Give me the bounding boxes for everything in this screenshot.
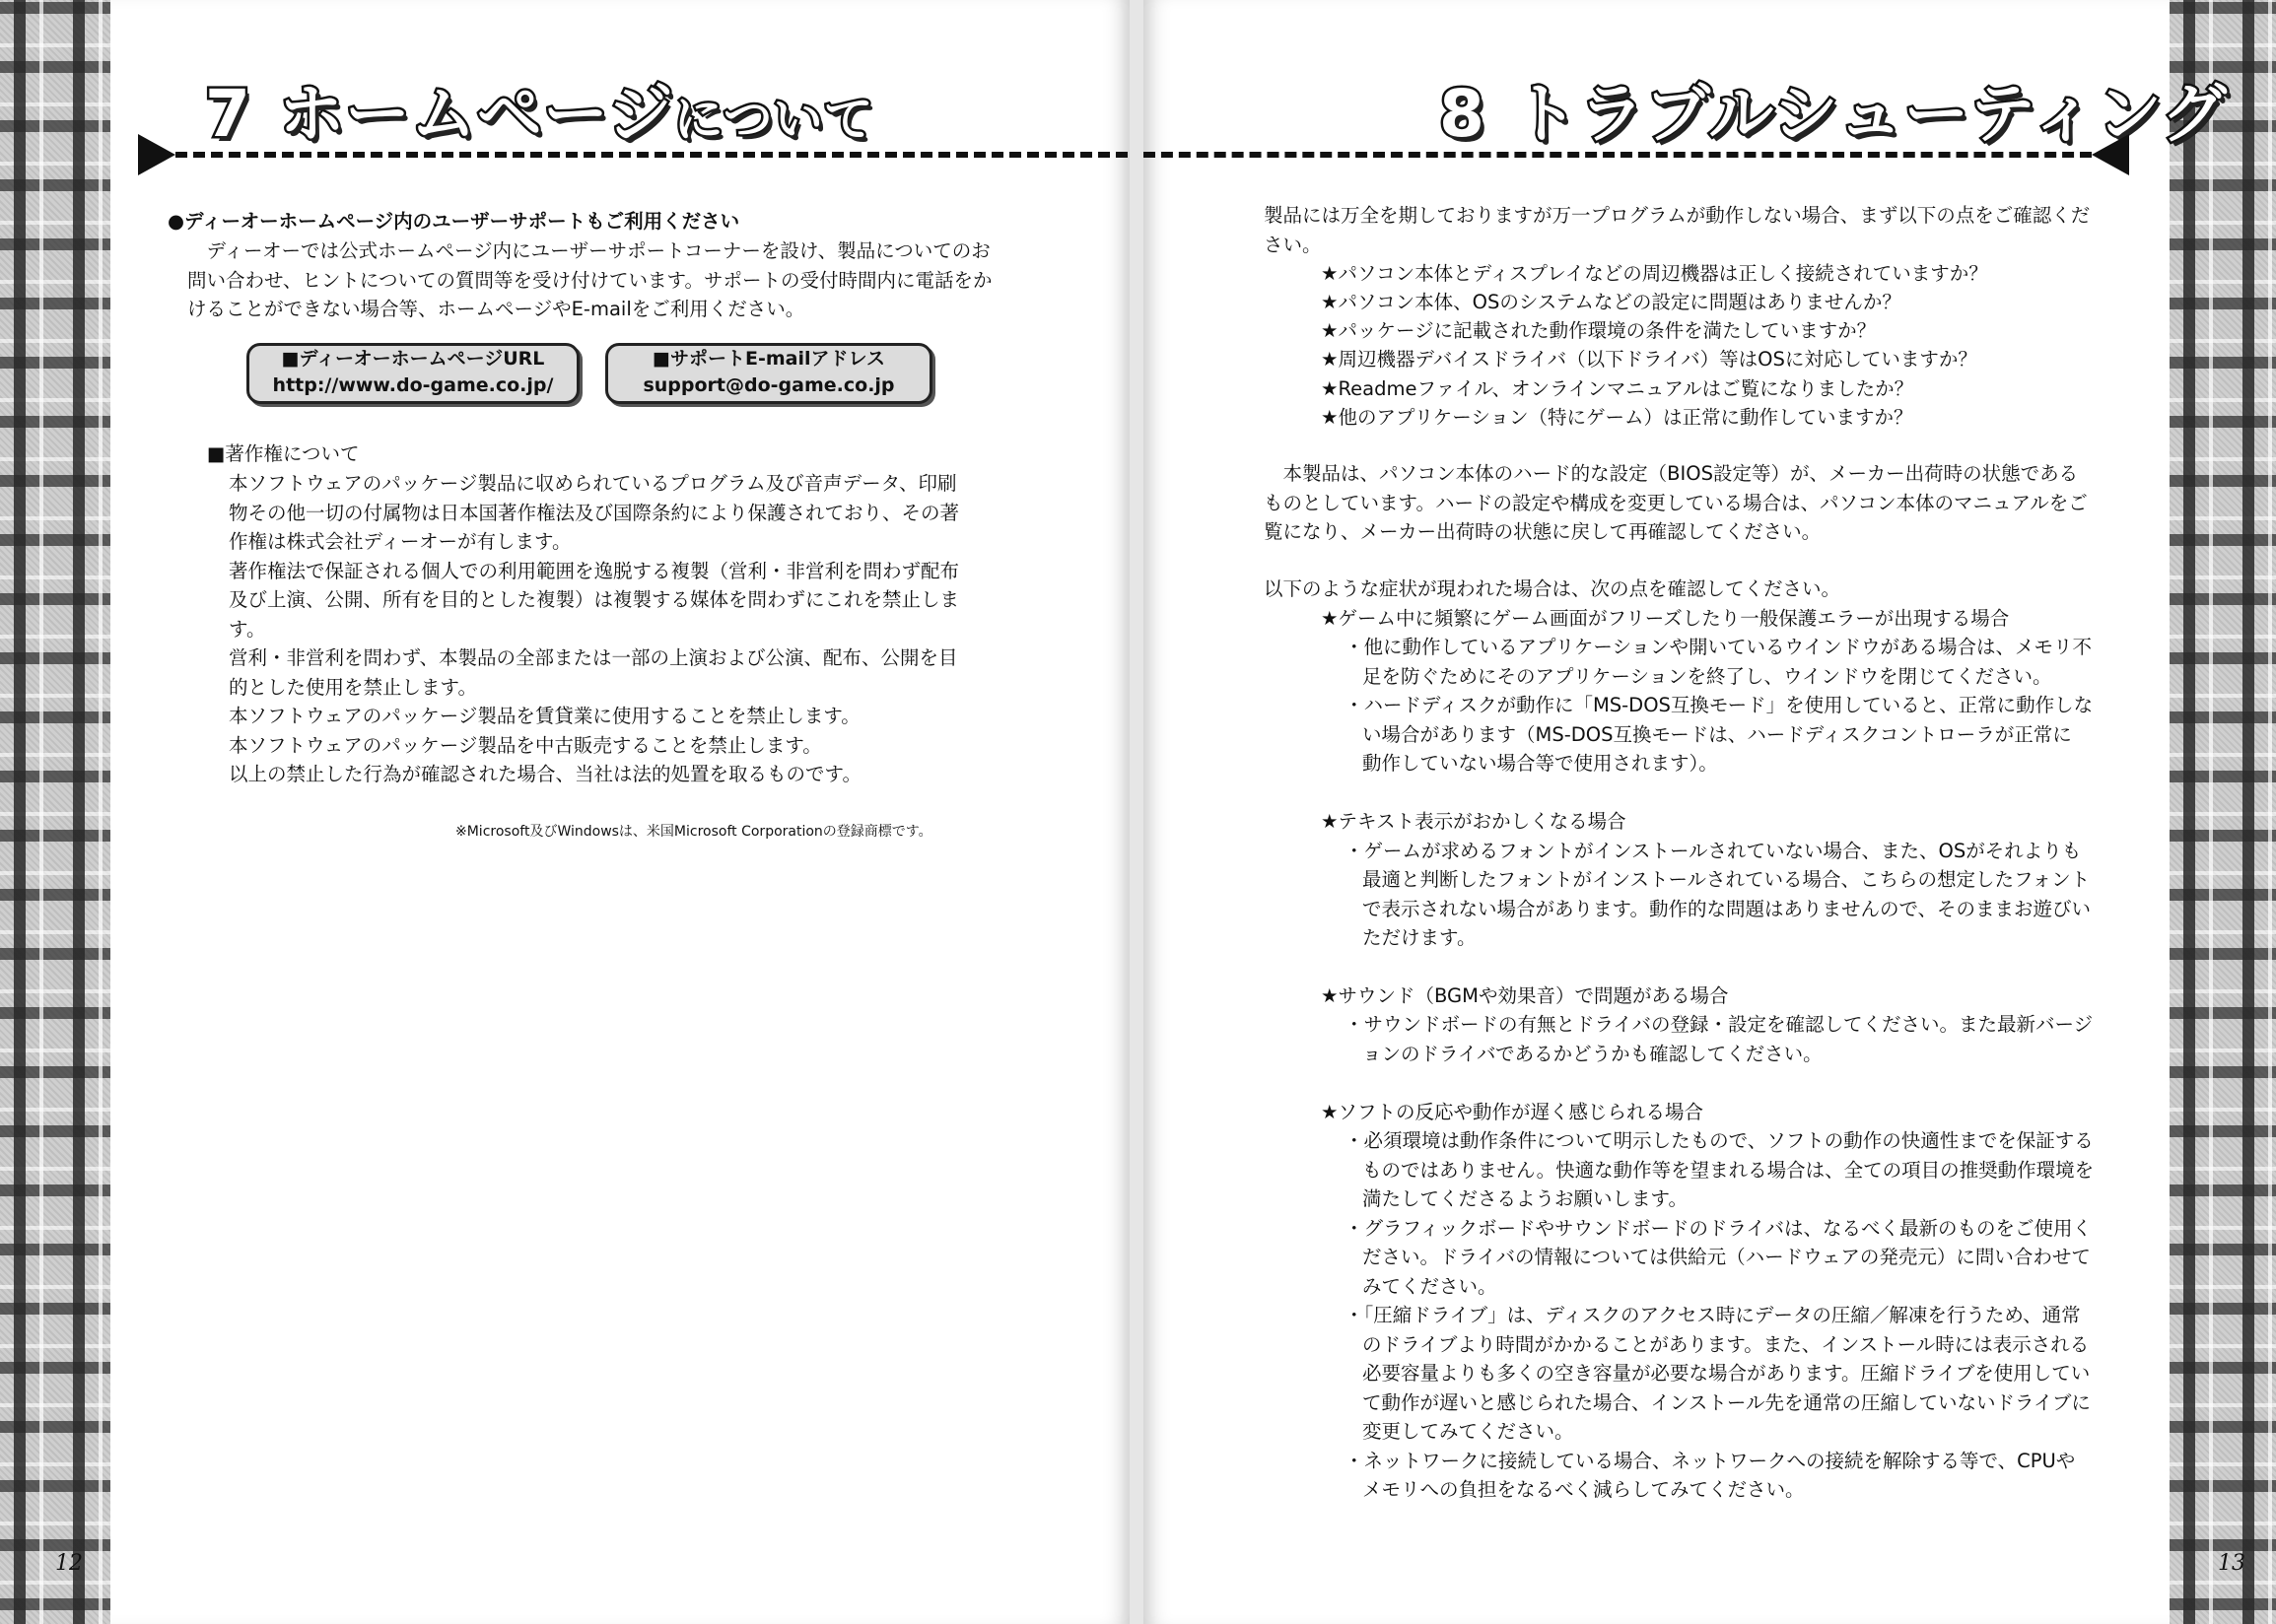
troubleshooting-line: ★テキスト表示がおかしくなる場合: [1321, 810, 1626, 833]
trademark-note: ※Microsoft及びWindowsは、米国Microsoft Corporationの登録商標です。: [455, 824, 932, 840]
troubleshooting-line: て動作が遅いと感じられた場合、インストール先を通常の圧縮していないドライブに: [1362, 1391, 2091, 1414]
copyright-body-line: す。: [229, 617, 266, 641]
troubleshooting-line: ★ゲーム中に頻繁にゲーム画面がフリーズしたり一般保護エラーが出現する場合: [1321, 607, 2010, 630]
copyright-body-line: 営利・非営利を問わず、本製品の全部または一部の上演および公演、配布、公開を目: [229, 646, 958, 669]
troubleshooting-line: 満たしてくださるようお願いします。: [1362, 1187, 1688, 1210]
homepage-url-box: [246, 343, 580, 404]
troubleshooting-line: ものとしています。ハードの設定や構成を変更している場合は、パソコン本体のマニュアルをご: [1264, 492, 2088, 514]
troubleshooting-line: ものではありません。快適な動作等を望まれる場合は、全ての項目の推奨動作環境を: [1362, 1159, 2095, 1182]
section-heading-7: [205, 61, 874, 155]
heading-title: ホームページ: [278, 76, 674, 152]
troubleshooting-line: ・他に動作しているアプリケーションや開いているウインドウがある場合は、メモリ不: [1345, 636, 2092, 658]
troubleshooting-line: ・必須環境は動作条件について明示したもので、ソフトの動作の快適性までを保証する: [1345, 1129, 2094, 1152]
copyright-body-line: 本ソフトウェアのパッケージ製品に収められているプログラム及び音声データ、印刷: [229, 472, 957, 495]
troubleshooting-line: 覧になり、メーカー出荷時の状態に戻して再確認してください。: [1264, 520, 1822, 543]
heading-number: 7: [205, 76, 251, 152]
troubleshooting-line: ★周辺機器デバイスドライバ（以下ドライバ）等はOSに対応していますか？: [1321, 348, 1977, 371]
troubleshooting-line: ョンのドライバであるかどうかも確認してください。: [1362, 1043, 1823, 1065]
support-title: ●ディーオーホームページ内のユーザーサポートもご利用ください: [168, 210, 740, 233]
copyright-body-line: 著作権法で保証される個人での利用範囲を逸脱する複製（営利・非営利を問わず配布: [229, 559, 960, 582]
troubleshooting-line: ただけます。: [1362, 926, 1477, 949]
troubleshooting-line: 以下のような症状が現われた場合は、次の点を確認してください。: [1264, 577, 1841, 600]
troubleshooting-line: のドライブより時間がかかることがあります。また、インストール時には表示される: [1362, 1333, 2090, 1356]
troubleshooting-line: ・ネットワークに接続している場合、ネットワークへの接続を解除する等で、CPUや: [1345, 1450, 2076, 1472]
support-body-line: ディーオーでは公式ホームページ内にユーザーサポートコーナーを設け、製品についてのお: [187, 239, 991, 262]
troubleshooting-line: ださい。ドライバの情報については供給元（ハードウェアの発売元）に問い合わせて: [1362, 1246, 2091, 1268]
plaid-border-left: [0, 0, 110, 1624]
troubleshooting-line: 最適と判断したフォントがインストールされている場合、こちらの想定したフォント: [1362, 868, 2091, 891]
support-email-link[interactable]: support@do-game.co.jp: [643, 374, 895, 396]
troubleshooting-line: ★他のアプリケーション（特にゲーム）は正常に動作していますか？: [1321, 406, 1913, 429]
homepage-url-label: ■ディーオーホームページURL: [281, 348, 545, 370]
support-body-line: けることができない場合等、ホームページやE-mailをご利用ください。: [187, 298, 805, 320]
dashed-divider-left: [175, 152, 1128, 158]
heading-number: 8: [1439, 76, 1485, 152]
copyright-body-line: 物その他一切の付属物は日本国著作権法及び国際条約により保護されており、その著: [229, 501, 960, 524]
troubleshooting-line: ★サウンド（BGMや効果音）で問題がある場合: [1321, 984, 1729, 1007]
book-gutter: [1130, 0, 1143, 1624]
troubleshooting-line: みてください。: [1362, 1275, 1497, 1298]
page-number-right: 13: [2218, 1551, 2245, 1576]
troubleshooting-line: ★Readmeファイル、オンラインマニュアルはご覧になりましたか？: [1321, 377, 1914, 400]
support-body-line: 問い合わせ、ヒントについての質問等を受け付けています。サポートの受付時間内に電話をか: [187, 268, 993, 292]
copyright-body-line: 及び上演、公開、所有を目的とした複製）は複製する媒体を問わずにこれを禁止しま: [229, 588, 960, 611]
troubleshooting-line: ★パソコン本体とディスプレイなどの周辺機器は正しく接続されていますか？: [1321, 262, 1988, 285]
copyright-body-line: 以上の禁止した行為が確認された場合、当社は法的処置を取るものです。: [229, 763, 862, 785]
troubleshooting-line: ★パソコン本体、OSのシステムなどの設定に問題はありませんか？: [1321, 291, 1901, 313]
copyright-body-line: 作権は株式会社ディーオーが有します。: [229, 530, 572, 553]
heading-title-suffix: について: [673, 91, 874, 148]
troubleshooting-line: 本製品は、パソコン本体のハード的な設定（BIOS設定等）が、メーカー出荷時の状態である: [1264, 462, 2079, 485]
troubleshooting-line: ★ソフトの反応や動作が遅く感じられる場合: [1321, 1101, 1703, 1123]
troubleshooting-line: ・ゲームが求めるフォントがインストールされていない場合、また、OSがそれよりも: [1345, 840, 2082, 862]
troubleshooting-line: 動作していない場合等で使用されます）。: [1362, 752, 1718, 775]
copyright-body-line: 本ソフトウェアのパッケージ製品を賃貸業に使用することを禁止します。: [229, 705, 861, 727]
troubleshooting-line: ・ハードディスクが動作に「MS-DOS互換モード」を使用していると、正常に動作しな: [1345, 694, 2094, 716]
plaid-border-right: [2170, 0, 2276, 1624]
troubleshooting-line: ・グラフィックボードやサウンドボードのドライバは、なるべく最新のものをご使用く: [1345, 1217, 2092, 1240]
copyright-body-line: 本ソフトウェアのパッケージ製品を中古販売することを禁止します。: [229, 733, 822, 757]
troubleshooting-line: ・サウンドボードの有無とドライバの登録・設定を確認してください。また最新バージ: [1345, 1013, 2094, 1036]
troubleshooting-line: で表示されない場合があります。動作的な問題はありませんので、そのままお遊びい: [1362, 898, 2092, 920]
support-email-label: ■サポートE-mailアドレス: [653, 348, 885, 370]
dashed-divider-right: [1143, 152, 2092, 158]
copyright-body-line: 的とした使用を禁止します。: [229, 675, 477, 699]
heading-title: トラブルシューティング: [1512, 76, 2228, 152]
troubleshooting-line: さい。: [1264, 234, 1322, 256]
troubleshooting-line: 必要容量よりも多くの空き容量が必要な場合があります。圧縮ドライブを使用してい: [1362, 1362, 2091, 1385]
troubleshooting-line: ・「圧縮ドライブ」は、ディスクのアクセス時にデータの圧縮／解凍を行うため、通常: [1345, 1304, 2081, 1326]
troubleshooting-line: 変更してみてください。: [1362, 1420, 1574, 1443]
arrow-left-icon: [2092, 134, 2129, 175]
troubleshooting-line: 足を防ぐためにそのアプリケーションを終了し、ウインドウを閉じてください。: [1362, 665, 2052, 688]
troubleshooting-line: い場合があります（MS-DOS互換モードは、ハードディスクコントローラが正常に: [1362, 723, 2072, 746]
troubleshooting-line: ★パッケージに記載された動作環境の条件を満たしていますか？: [1321, 319, 1877, 342]
copyright-title: ■著作権について: [207, 442, 360, 465]
troubleshooting-line: 製品には万全を期しておりますが万一プログラムが動作しない場合、まず以下の点をご確認くだ: [1264, 204, 2091, 227]
homepage-url-link[interactable]: http://www.do-game.co.jp/: [272, 374, 554, 396]
page-number-left: 12: [55, 1551, 83, 1576]
support-email-box: [605, 343, 932, 404]
troubleshooting-line: メモリへの負担をなるべく減らしてみてください。: [1362, 1478, 1805, 1501]
arrow-right-icon: [138, 134, 175, 175]
